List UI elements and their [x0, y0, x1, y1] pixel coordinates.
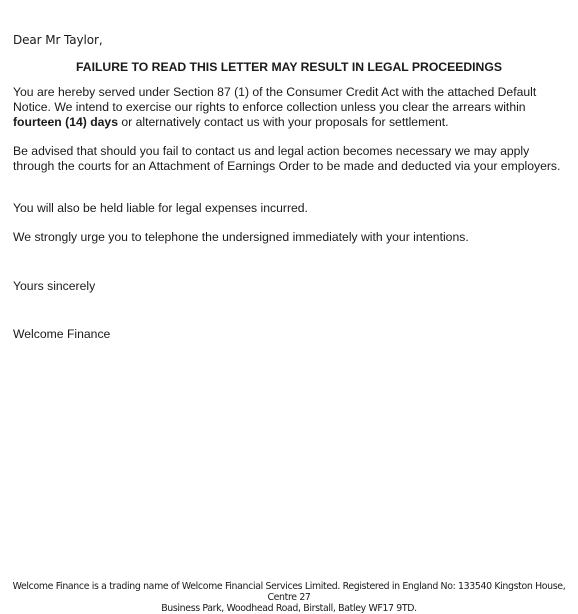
- footer-legal-notice: [0, 581, 578, 614]
- paragraph-legal-action: Be advised that should you fail to contact us and legal action becomes necessary we may apply through the courts for an Attachment of Earnings Order to be made and deducted via your employers.: [13, 144, 561, 173]
- deadline-emphasis: fourteen (14) days: [13, 115, 118, 129]
- paragraph-text: or alternatively contact us with your proposals for settlement.: [117, 115, 449, 129]
- paragraph-text: You are hereby served under Section 87 (1) of the Consumer Credit Act with the attached Default Notice. We intend to exercise our rights to enforce collection unless you clear the arrears within: [13, 85, 537, 114]
- closing: Yours sincerely: [13, 279, 96, 293]
- signature: Welcome Finance: [13, 327, 111, 341]
- footer-line: Business Park, Woodhead Road, Birstall, Batley WF17 9TD.: [161, 603, 417, 614]
- footer-line: Welcome Finance is a trading name of Welcome Financial Services Limited. Registered in England No: 133540 Kingston House, Centre 27: [12, 581, 566, 603]
- paragraph-default-notice: [13, 85, 568, 130]
- salutation: Dear Mr Taylor,: [13, 33, 103, 47]
- letter-heading: FAILURE TO READ THIS LETTER MAY RESULT IN LEGAL PROCEEDINGS: [76, 60, 502, 74]
- paragraph-urge-contact: We strongly urge you to telephone the undersigned immediately with your intentions.: [13, 230, 469, 244]
- paragraph-legal-expenses: You will also be held liable for legal expenses incurred.: [13, 201, 308, 215]
